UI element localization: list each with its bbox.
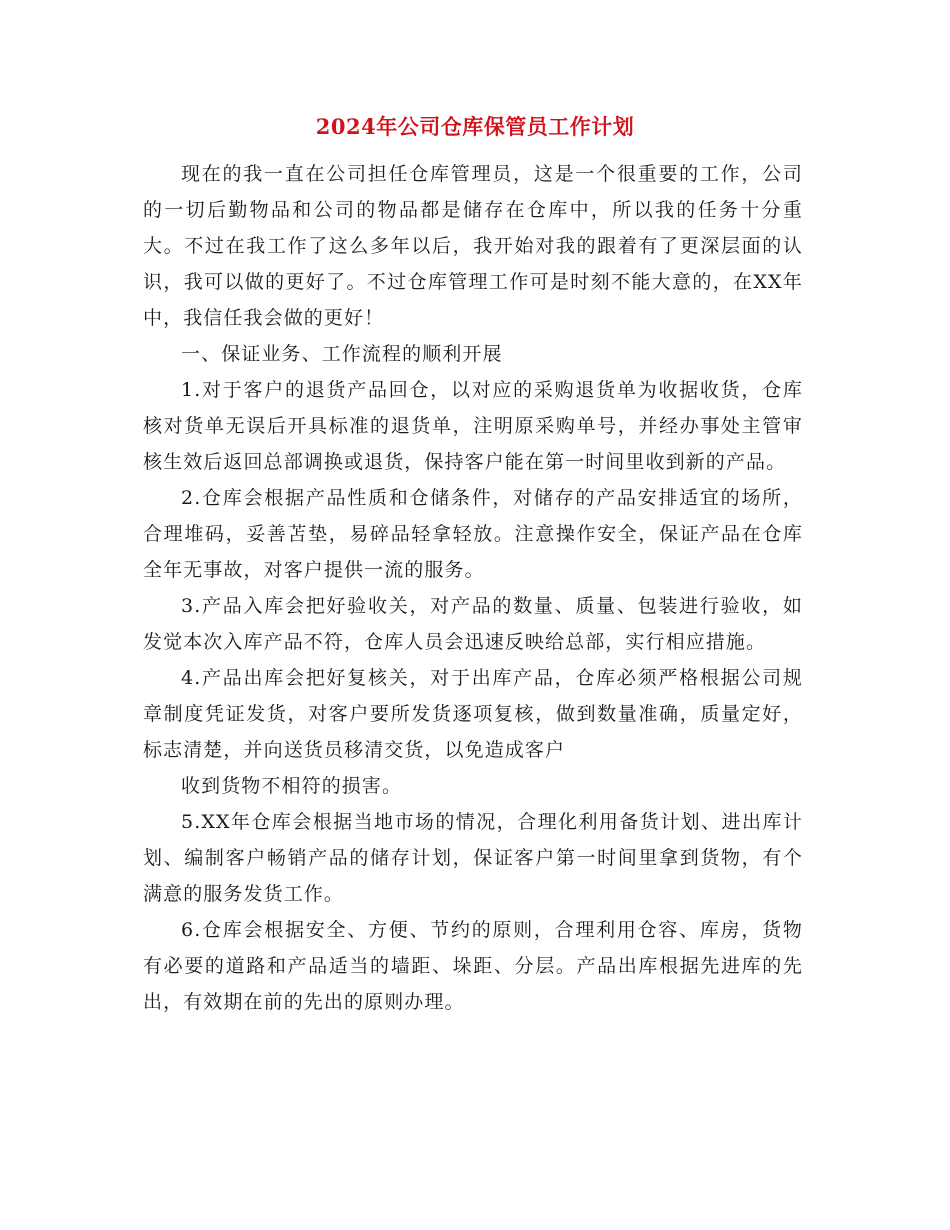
paragraph-item-4-continued: 收到货物不相符的损害。 [181,775,403,797]
paragraph-intro: 现在的我一直在公司担任仓库管理员，这是一个很重要的工作，公司的一切后勤物品和公司的物品都是储存在仓库中，所以我的任务十分重大。不过在我工作了这么多年以后，我开始对我的跟着有了更深层面的认识，我可以做的更好了。不过仓库管理工作可是时刻不能大意的，在XX年中，我信任我会做的更好！ [143,163,803,329]
paragraph-item-6: 6.仓库会根据安全、方便、节约的原则，合理利用仓容、库房，货物有必要的道路和产品适当的墙距、垛距、分层。产品出库根据先进库的先出，有效期在前的先出的原则办理。 [143,919,803,1013]
paragraph-item-4: 4.产品出库会把好复核关，对于出库产品，仓库必须严格根据公司规章制度凭证发货，对客户要所发货逐项复核，做到数量准确，质量定好，标志清楚，并向送货员移清交货，以免造成客户 [143,667,803,761]
paragraph-item-2: 2.仓库会根据产品性质和仓储条件，对储存的产品安排适宜的场所，合理堆码，妥善苫垫，易碎品轻拿轻放。注意操作安全，保证产品在仓库全年无事故，对客户提供一流的服务。 [143,487,803,581]
paragraph-item-1: 1.对于客户的退货产品回仓，以对应的采购退货单为收据收货，仓库核对货单无误后开具标准的退货单，注明原采购单号，并经办事处主管审核生效后返回总部调换或退货，保持客户能在第一时间里收到新的产品。 [143,379,803,473]
section-heading: 一、保证业务、工作流程的顺利开展 [181,343,503,365]
document-title: 2024年公司仓库保管员工作计划 [315,114,635,139]
paragraph-item-3: 3.产品入库会把好验收关，对产品的数量、质量、包装进行验收，如发觉本次入库产品不符，仓库人员会迅速反映给总部，实行相应措施。 [143,595,803,653]
document-body [143,156,803,1020]
paragraph-item-5: 5.XX年仓库会根据当地市场的情况，合理化利用备货计划、进出库计划、编制客户畅销产品的储存计划，保证客户第一时间里拿到货物，有个满意的服务发货工作。 [143,811,803,905]
